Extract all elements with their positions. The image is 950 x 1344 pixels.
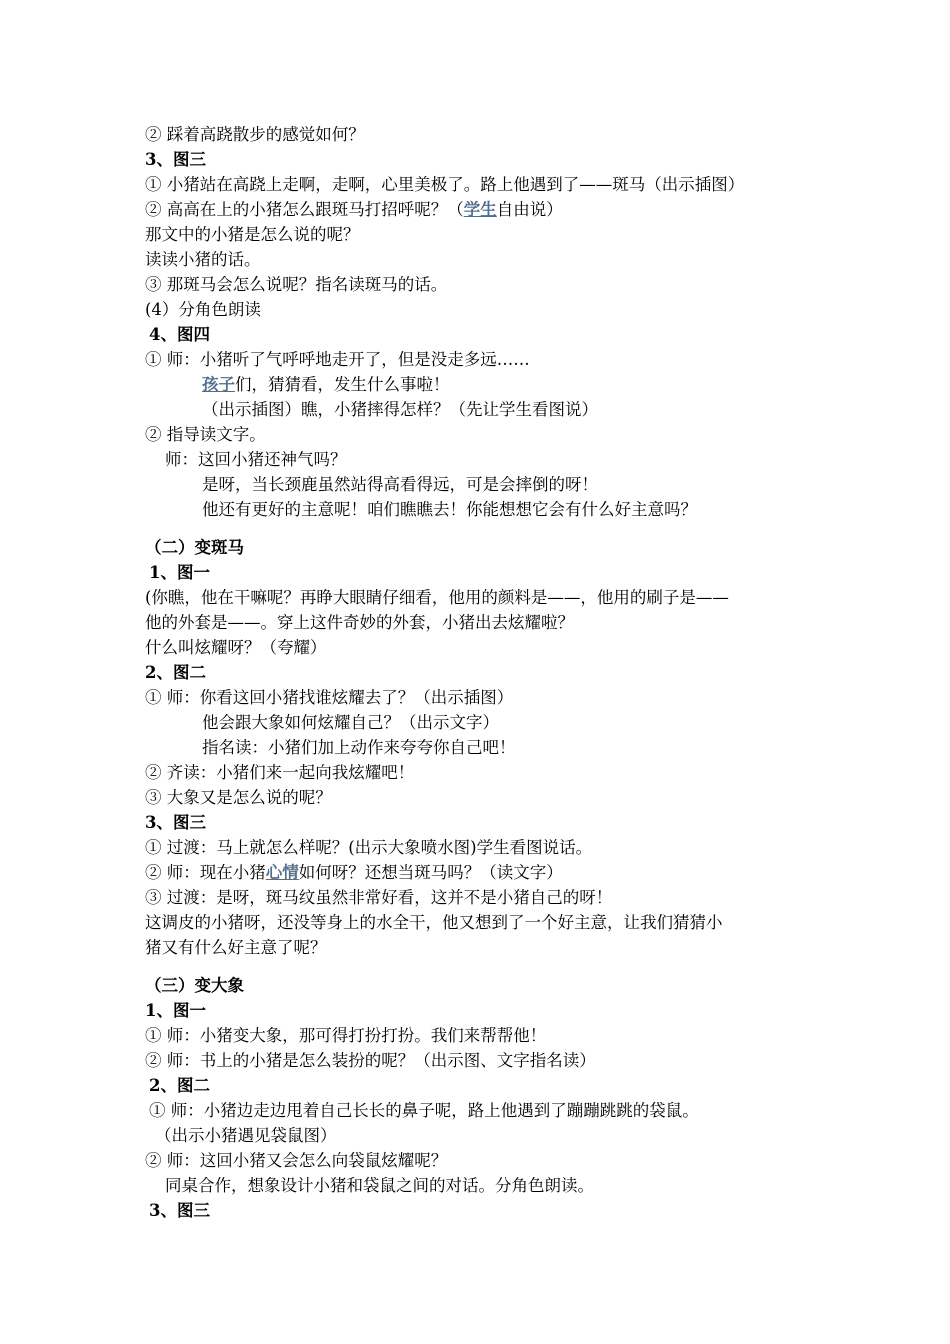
text-line: （出示小猪遇见袋鼠图）	[155, 1126, 337, 1145]
text-line: ② 指导读文字。	[145, 425, 266, 444]
text-line: ② 师：这回小猪又会怎么向袋鼠炫耀呢？	[145, 1151, 448, 1170]
text-line: ① 小猪站在高跷上走啊，走啊，心里美极了。路上他遇到了——斑马（出示插图）	[145, 175, 745, 194]
section-heading: （二）变斑马	[145, 538, 244, 557]
section-heading: 3、图三	[145, 813, 206, 832]
section-heading: 1、图一	[149, 563, 210, 582]
text-line: ① 师：小猪变大象，那可得打扮打扮。我们来帮帮他！	[145, 1026, 547, 1045]
section-heading: 2、图二	[149, 1076, 210, 1095]
text-segment: ② 高高在上的小猪怎么跟斑马打招呼呢？（	[145, 200, 464, 219]
section-heading: （三）变大象	[145, 976, 244, 995]
text-line	[145, 372, 825, 397]
section-heading: 4、图四	[149, 325, 210, 344]
text-line: ③ 过渡：是呀，斑马纹虽然非常好看，这并不是小猪自己的呀！	[145, 888, 613, 907]
text-line: 他的外套是——。穿上这件奇妙的外套，小猪出去炫耀啦？	[145, 613, 574, 632]
text-line: (4）分角色朗读	[145, 300, 261, 319]
text-line: ② 齐读：小猪们来一起向我炫耀吧！	[145, 763, 415, 782]
text-line: ① 过渡：马上就怎么样呢？(出示大象喷水图)学生看图说话。	[145, 838, 593, 857]
text-segment: 自由说）	[496, 200, 563, 219]
section-heading: 3、图三	[149, 1201, 210, 1220]
text-segment: ② 师：现在小猪	[145, 863, 266, 882]
text-line: 师：这回小猪还神气吗？	[165, 450, 347, 469]
text-line: 他还有更好的主意呢！咱们瞧瞧去！你能想想它会有什么好主意吗？	[202, 500, 697, 519]
section-heading: 2、图二	[145, 663, 206, 682]
hyperlink-xuesheng[interactable]: 学生	[463, 200, 497, 219]
text-line: 这调皮的小猪呀，还没等身上的水全干，他又想到了一个好主意，让我们猜猜小	[145, 913, 723, 932]
text-line: ② 踩着高跷散步的感觉如何？	[145, 125, 365, 144]
text-line: ③ 那斑马会怎么说呢？指名读斑马的话。	[145, 275, 448, 294]
text-line: ① 师：小猪边走边甩着自己长长的鼻子呢，路上他遇到了蹦蹦跳跳的袋鼠。	[149, 1101, 699, 1120]
section-heading: 1、图一	[145, 1001, 206, 1020]
text-segment: 们，猜猜看，发生什么事啦！	[235, 375, 450, 394]
text-line: ① 师：小猪听了气呼呼地走开了，但是没走多远……	[145, 350, 530, 369]
text-line: 猪又有什么好主意了呢？	[145, 938, 327, 957]
text-line: (你瞧，他在干嘛呢？再睁大眼睛仔细看，他用的颜料是——，他用的刷子是——	[145, 588, 729, 607]
text-line: 是呀，当长颈鹿虽然站得高看得远，可是会摔倒的呀！	[202, 475, 598, 494]
section-heading: 3、图三	[145, 150, 206, 169]
text-line: 读读小猪的话。	[145, 250, 261, 269]
text-line: ② 师：书上的小猪是怎么装扮的呢？（出示图、文字指名读）	[145, 1051, 596, 1070]
document-page	[145, 122, 825, 1223]
text-line: 那文中的小猪是怎么说的呢？	[145, 225, 360, 244]
hyperlink-xinqing[interactable]: 心情	[265, 863, 299, 882]
text-line: 他会跟大象如何炫耀自己？（出示文字）	[202, 713, 499, 732]
text-line	[145, 860, 825, 885]
text-line: 同桌合作，想象设计小猪和袋鼠之间的对话。分角色朗读。	[165, 1176, 594, 1195]
text-segment: 如何呀？还想当斑马吗？（读文字）	[298, 863, 563, 882]
text-line: ③ 大象又是怎么说的呢？	[145, 788, 332, 807]
hyperlink-haizi[interactable]: 孩子	[202, 375, 235, 394]
text-line: 指名读：小猪们加上动作来夸夸你自己吧！	[202, 738, 516, 757]
text-line	[145, 197, 825, 222]
text-line: 什么叫炫耀呀？（夸耀）	[145, 638, 327, 657]
text-line: ① 师：你看这回小猪找谁炫耀去了？（出示插图）	[145, 688, 514, 707]
text-line: （出示插图）瞧，小猪摔得怎样？（先让学生看图说）	[202, 400, 598, 419]
